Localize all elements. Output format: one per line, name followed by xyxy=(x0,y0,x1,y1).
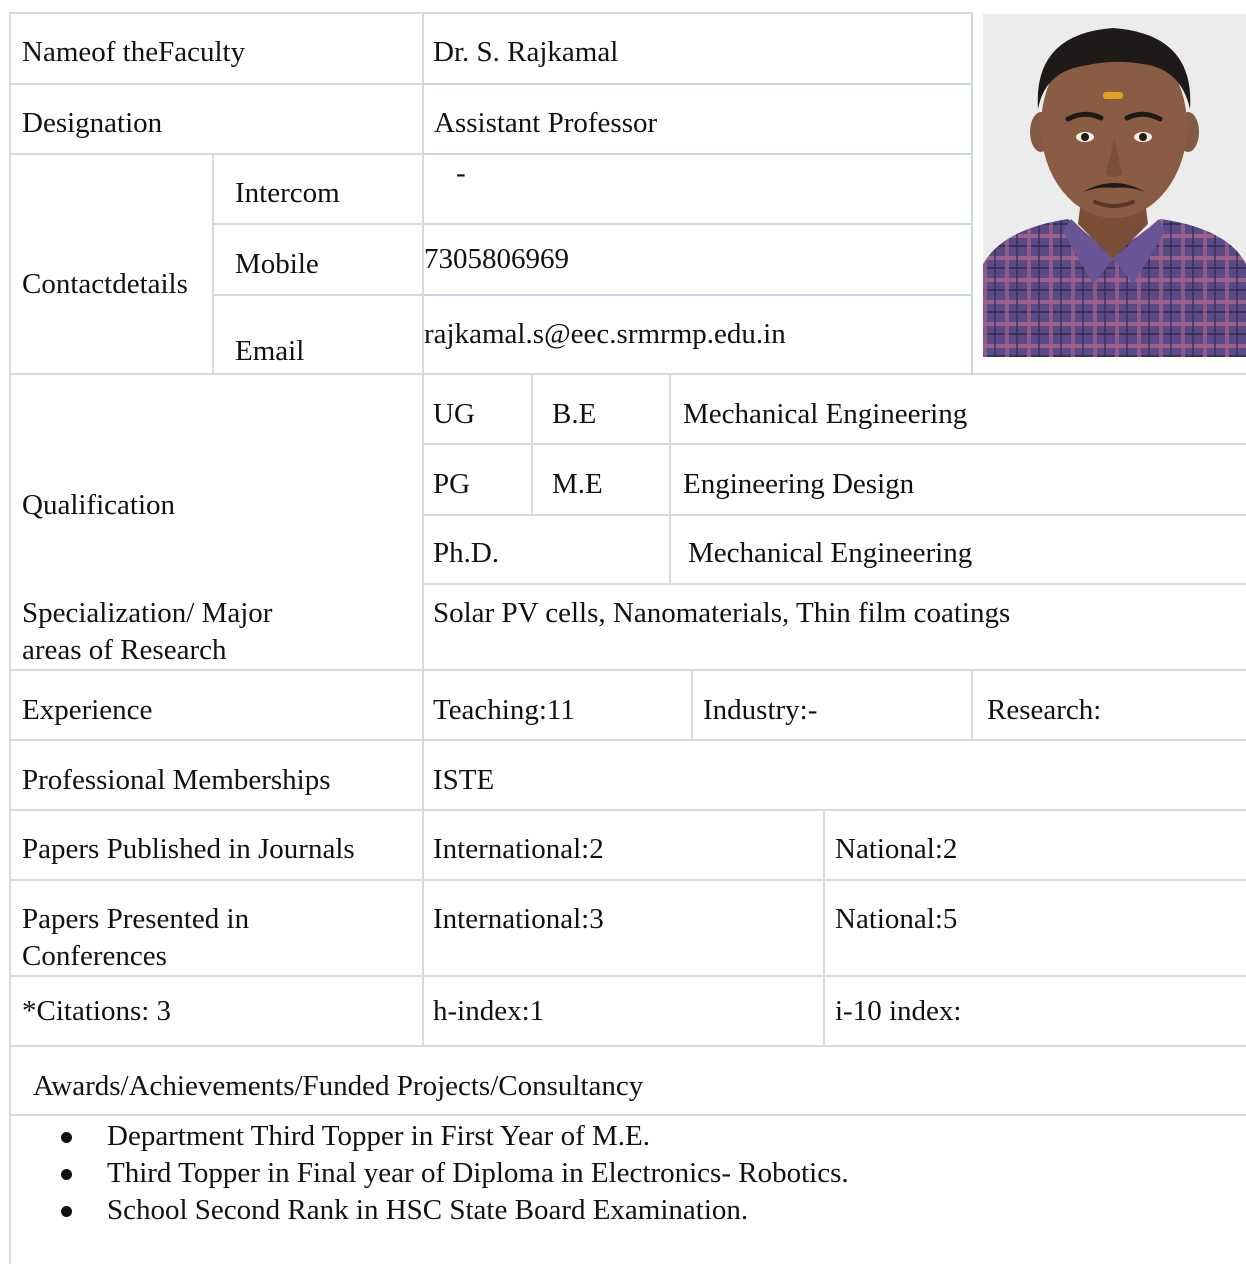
qualification-label: Qualification xyxy=(22,489,176,521)
qualification-degree: B.E xyxy=(552,398,597,430)
intercom-label: Intercom xyxy=(235,177,340,209)
conferences-label: Papers Presented in xyxy=(22,903,250,935)
qualification-level: UG xyxy=(433,398,475,430)
email-label: Email xyxy=(235,335,305,367)
bullet-icon xyxy=(61,1206,72,1217)
journals-international: International:2 xyxy=(433,833,604,865)
specialization-label: Specialization/ Major xyxy=(22,597,273,629)
specialization-label-cont: areas of Research xyxy=(22,634,227,666)
i10-index-value: i-10 index: xyxy=(835,995,962,1027)
name-value: Dr. S. Rajkamal xyxy=(433,36,619,68)
faculty-photo xyxy=(983,14,1246,357)
experience-industry: Industry:- xyxy=(703,694,818,726)
experience-label: Experience xyxy=(22,694,153,726)
journals-label: Papers Published in Journals xyxy=(22,833,355,865)
award-text: Department Third Topper in First Year of M.E. xyxy=(107,1120,650,1152)
conferences-national: National:5 xyxy=(835,903,958,935)
award-text: Third Topper in Final year of Diploma in Electronics- Robotics. xyxy=(107,1157,849,1189)
qualification-field: Engineering Design xyxy=(683,468,915,500)
intercom-value: - xyxy=(456,157,466,189)
memberships-label: Professional Memberships xyxy=(22,764,331,796)
citations-label: *Citations: 3 xyxy=(22,995,172,1027)
qualification-field: Mechanical Engineering xyxy=(688,537,973,569)
awards-heading: Awards/Achievements/Funded Projects/Consultancy xyxy=(33,1070,644,1102)
bullet-icon xyxy=(61,1132,72,1143)
experience-teaching: Teaching:11 xyxy=(433,694,575,726)
mobile-label: Mobile xyxy=(235,248,319,280)
contact-details-label: Contactdetails xyxy=(22,268,188,300)
experience-research: Research: xyxy=(987,694,1102,726)
mobile-value: 7305806969 xyxy=(424,243,569,275)
qualification-level: Ph.D. xyxy=(433,537,500,569)
award-text: School Second Rank in HSC State Board Examination. xyxy=(107,1194,749,1226)
memberships-value: ISTE xyxy=(433,764,495,796)
name-label: Nameof theFaculty xyxy=(22,36,246,68)
designation-value: Assistant Professor xyxy=(434,107,658,139)
qualification-degree: M.E xyxy=(552,468,603,500)
email-link[interactable]: rajkamal.s@eec.srmrmp.edu.in xyxy=(424,318,786,350)
journals-national: National:2 xyxy=(835,833,958,865)
specialization-value: Solar PV cells, Nanomaterials, Thin film coatings xyxy=(433,597,1011,629)
h-index-value: h-index:1 xyxy=(433,995,545,1027)
conferences-international: International:3 xyxy=(433,903,604,935)
qualification-level: PG xyxy=(433,468,471,500)
bullet-icon xyxy=(61,1169,72,1180)
conferences-label-cont: Conferences xyxy=(22,940,167,972)
designation-label: Designation xyxy=(22,107,163,139)
qualification-field: Mechanical Engineering xyxy=(683,398,968,430)
